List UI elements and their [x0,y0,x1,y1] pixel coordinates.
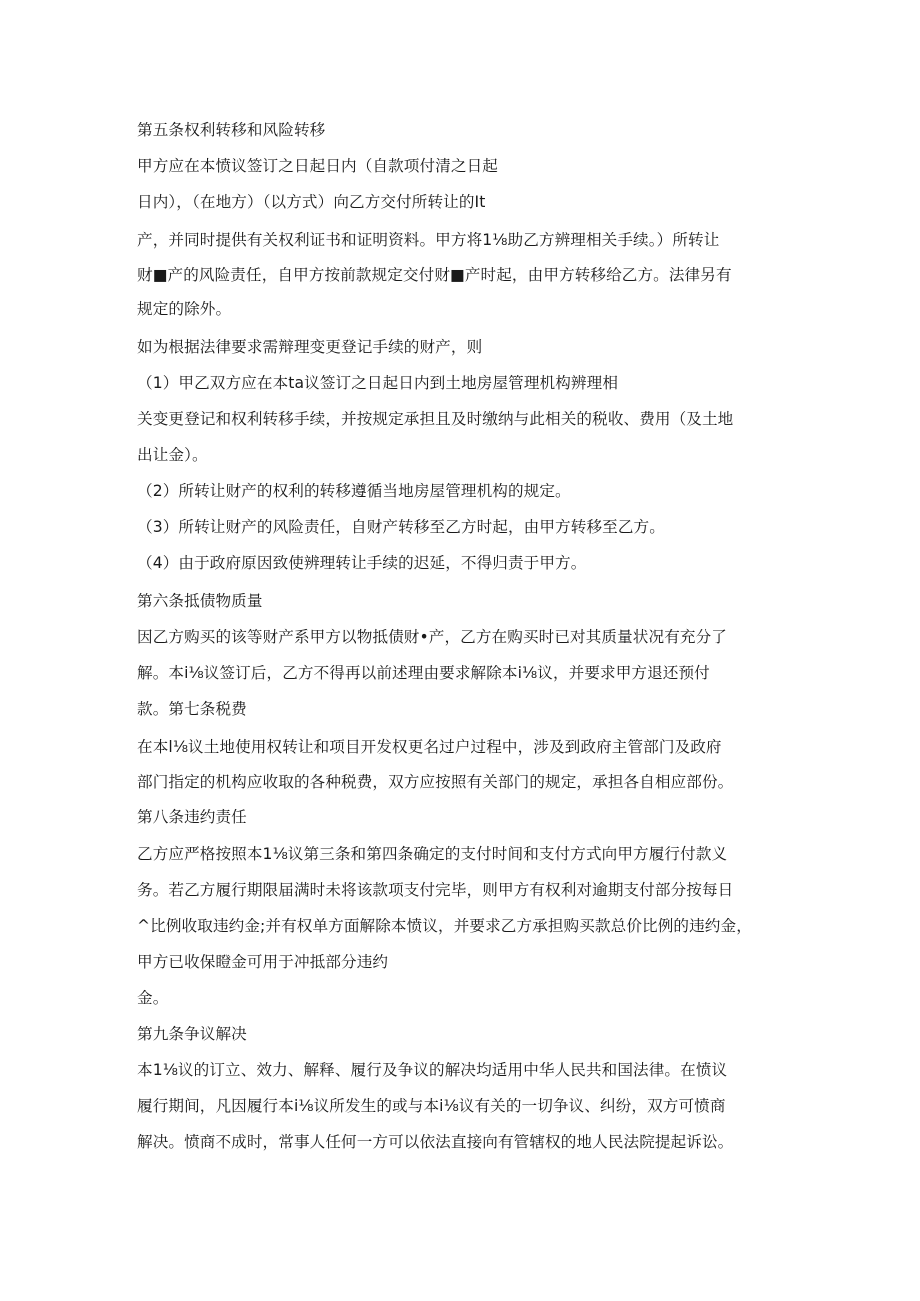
list-item-4: （4）由于政府原因致使辨理转让手续的迟延，不得归责于甲方。 [137,554,587,572]
body-text-line: 本1⅛议的订立、效力、解释、履行及争议的解决均适用中华人民共和国法律。在愤议 [137,1061,728,1079]
body-text-line: 解决。愤商不成时，常事人任何一方可以依法直接向有管辖权的地人民法院提起诉讼。 [137,1133,734,1151]
list-item-2: （2）所转让财产的权利的转移遵循当地房屋管理机构的规定。 [137,482,571,500]
body-text-line: 解。本i⅛议签订后，乙方不得再以前述理由要求解除本i⅛议，并要求甲方退还预付 [137,664,710,682]
body-text-line: 金。 [137,989,169,1007]
section-heading-article-8: 第八条违约责任 [137,808,247,826]
list-item-1: （1）甲乙双方应在本ta议签订之日起日内到土地房屋管理机构辨理相 [137,374,619,392]
body-text-line: 规定的除外。 [137,300,232,318]
body-text-line: 乙方应严格按照本1⅛议第三条和第四条确定的支付时间和支付方式向甲方履行付款义 [137,845,728,863]
body-text-line: 在本l⅛议土地使用权转让和项目开发权更名过户过程中，涉及到政府主管部门及政府 [137,738,722,756]
list-item-3: （3）所转让财产的风险责任，自财产转移至乙方时起，由甲方转移至乙方。 [137,518,665,536]
body-text-line: ^比例收取违约金;并有权单方面解除本愤议，并要求乙方承担购买款总价比例的违约金， [137,917,752,935]
section-heading-article-5: 第五条权利转移和风险转移 [137,121,326,139]
body-text-line: 如为根据法律要求需辩理变更登记手续的财产，则 [137,338,483,356]
body-text-line: 务。若乙方履行期限届满时未将该款项支付完毕，则甲方有权利对逾期支付部分按每日 [137,881,734,899]
section-heading-article-6: 第六条抵债物质量 [137,592,263,610]
section-heading-article-7: 款。第七条税费 [137,700,247,718]
body-text-line: 日内），（在地方）（以方式）向乙方交付所转让的It [137,193,486,211]
body-text-line: 产，并同时提供有关权利证书和证明资料。甲方将1⅛助乙方辨理相关手续。）所转让 [137,231,720,249]
body-text-line: 甲方已收保瞪金可用于冲抵部分违约 [137,953,389,971]
body-text-line: 履行期间，凡因履行本i⅛议所发生的或与本i⅛议有关的一切争议、纠纷，双方可愤商 [137,1097,726,1115]
section-heading-article-9: 第九条争议解决 [137,1025,247,1043]
body-text-line: 甲方应在本愤议签订之日起日内（自款项付清之日起 [137,157,498,175]
body-text-line: 财■产的风险责任，自甲方按前款规定交付财■产时起，由甲方转移给乙方。法律另有 [137,266,732,284]
body-text-line: 因乙方购买的该等财产系甲方以物抵债财•产，乙方在购买时已对其质量状况有充分了 [137,628,727,646]
body-text-line: 出让金）。 [137,446,208,464]
body-text-line: 关变更登记和权利转移手续，并按规定承担且及时缴纳与此相关的税收、费用（及土地 [137,410,734,428]
body-text-line: 部门指定的机构应收取的各种税费，双方应按照有关部门的规定，承担各自相应部份。 [137,773,734,791]
